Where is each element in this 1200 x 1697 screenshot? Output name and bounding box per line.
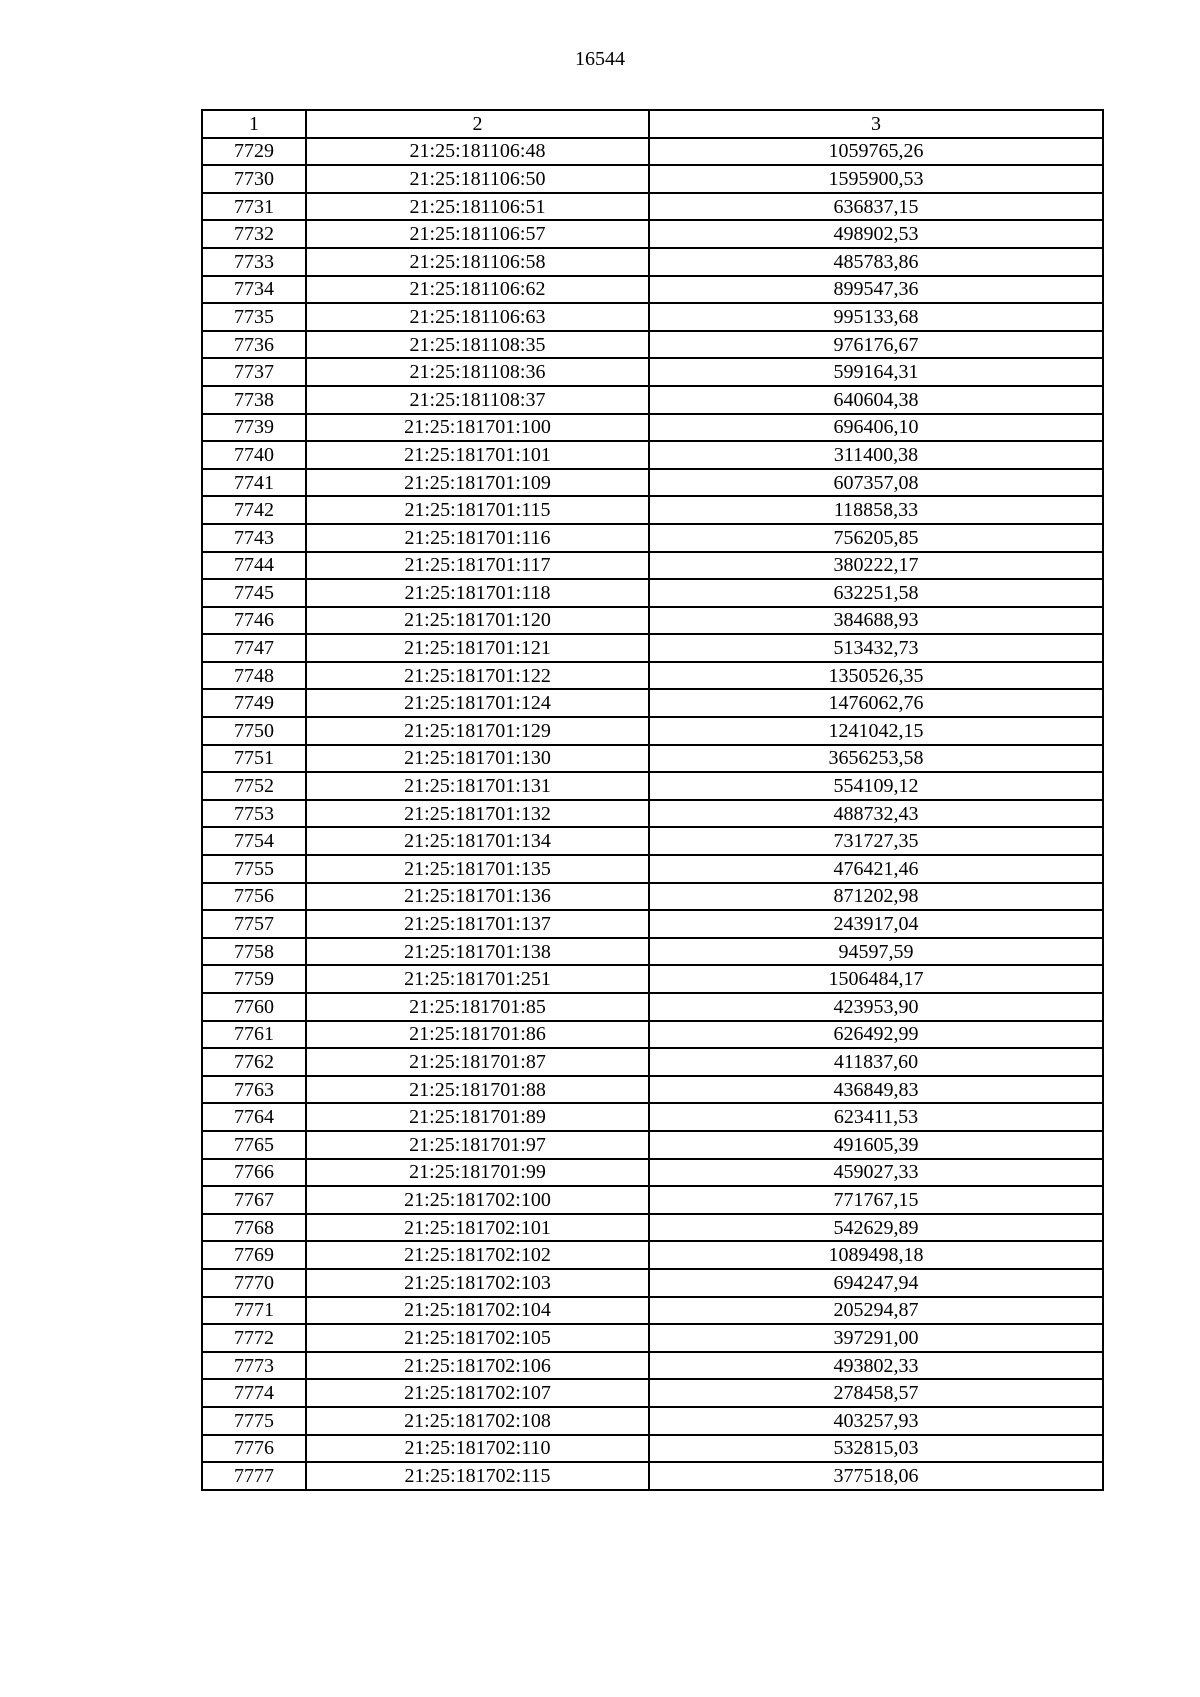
data-table <box>201 109 1104 1491</box>
table-row <box>202 1131 1103 1159</box>
table-cell-col1: 7738 <box>202 386 306 414</box>
table-cell-col1: 7759 <box>202 965 306 993</box>
table-cell-col1: 7753 <box>202 800 306 828</box>
table-row <box>202 496 1103 524</box>
table-cell-col2: 21:25:181701:86 <box>306 1021 649 1049</box>
table-cell-col2: 21:25:181108:35 <box>306 331 649 359</box>
table-row <box>202 800 1103 828</box>
table-cell-col2: 21:25:181702:103 <box>306 1269 649 1297</box>
table-row <box>202 524 1103 552</box>
table-cell-col3: 3656253,58 <box>649 745 1103 773</box>
table-cell-col1: 7737 <box>202 358 306 386</box>
table-cell-col2: 21:25:181701:129 <box>306 717 649 745</box>
table-cell-col3: 532815,03 <box>649 1435 1103 1463</box>
table-row <box>202 855 1103 883</box>
table-cell-col3: 403257,93 <box>649 1407 1103 1435</box>
table-cell-col3: 976176,67 <box>649 331 1103 359</box>
table-cell-col3: 488732,43 <box>649 800 1103 828</box>
table-cell-col3: 491605,39 <box>649 1131 1103 1159</box>
table-cell-col2: 21:25:181701:87 <box>306 1048 649 1076</box>
table-cell-col3: 756205,85 <box>649 524 1103 552</box>
table-cell-col2: 21:25:181702:101 <box>306 1214 649 1242</box>
table-cell-col1: 7742 <box>202 496 306 524</box>
table-cell-col2: 21:25:181701:122 <box>306 662 649 690</box>
table-cell-col1: 7750 <box>202 717 306 745</box>
column-header-3: 3 <box>649 110 1103 138</box>
table-cell-col1: 7747 <box>202 634 306 662</box>
table-cell-col2: 21:25:181701:134 <box>306 827 649 855</box>
table-cell-col2: 21:25:181106:50 <box>306 165 649 193</box>
table-cell-col3: 632251,58 <box>649 579 1103 607</box>
table-row <box>202 1048 1103 1076</box>
table-cell-col3: 899547,36 <box>649 276 1103 304</box>
table-cell-col2: 21:25:181702:106 <box>306 1352 649 1380</box>
table-cell-col1: 7736 <box>202 331 306 359</box>
table-row <box>202 1103 1103 1131</box>
table-row <box>202 689 1103 717</box>
table-cell-col1: 7770 <box>202 1269 306 1297</box>
table-cell-col3: 731727,35 <box>649 827 1103 855</box>
table-row <box>202 1435 1103 1463</box>
table-cell-col1: 7757 <box>202 910 306 938</box>
table-cell-col3: 554109,12 <box>649 772 1103 800</box>
table-row <box>202 1159 1103 1187</box>
table-row <box>202 1186 1103 1214</box>
table-header <box>202 110 1103 138</box>
table-cell-col3: 1059765,26 <box>649 138 1103 166</box>
table-row <box>202 193 1103 221</box>
table-row <box>202 138 1103 166</box>
table-row <box>202 883 1103 911</box>
table-row <box>202 745 1103 773</box>
table-row <box>202 1214 1103 1242</box>
table-cell-col1: 7769 <box>202 1241 306 1269</box>
table-cell-col1: 7732 <box>202 220 306 248</box>
table-cell-col3: 243917,04 <box>649 910 1103 938</box>
table-row <box>202 358 1103 386</box>
table-row <box>202 965 1103 993</box>
table-cell-col3: 94597,59 <box>649 938 1103 966</box>
table-cell-col3: 411837,60 <box>649 1048 1103 1076</box>
table-cell-col2: 21:25:181701:121 <box>306 634 649 662</box>
table-cell-col2: 21:25:181701:251 <box>306 965 649 993</box>
table-cell-col3: 118858,33 <box>649 496 1103 524</box>
table-row <box>202 938 1103 966</box>
table-cell-col1: 7731 <box>202 193 306 221</box>
table-cell-col1: 7760 <box>202 993 306 1021</box>
table-cell-col3: 459027,33 <box>649 1159 1103 1187</box>
table-cell-col3: 871202,98 <box>649 883 1103 911</box>
table-cell-col2: 21:25:181701:97 <box>306 1131 649 1159</box>
table-cell-col3: 485783,86 <box>649 248 1103 276</box>
table-cell-col1: 7749 <box>202 689 306 717</box>
table-cell-col1: 7755 <box>202 855 306 883</box>
table-row <box>202 1269 1103 1297</box>
table-row <box>202 1407 1103 1435</box>
table-cell-col1: 7748 <box>202 662 306 690</box>
table-row <box>202 993 1103 1021</box>
table-cell-col2: 21:25:181701:124 <box>306 689 649 717</box>
table-row <box>202 276 1103 304</box>
table-cell-col2: 21:25:181106:48 <box>306 138 649 166</box>
table-row <box>202 579 1103 607</box>
table-cell-col1: 7752 <box>202 772 306 800</box>
table-cell-col2: 21:25:181106:62 <box>306 276 649 304</box>
table-cell-col2: 21:25:181701:116 <box>306 524 649 552</box>
table-cell-col2: 21:25:181701:117 <box>306 552 649 580</box>
table-cell-col3: 1476062,76 <box>649 689 1103 717</box>
table-cell-col2: 21:25:181702:104 <box>306 1297 649 1325</box>
table-cell-col1: 7743 <box>202 524 306 552</box>
table-cell-col2: 21:25:181701:99 <box>306 1159 649 1187</box>
table-row <box>202 1379 1103 1407</box>
table-cell-col3: 384688,93 <box>649 607 1103 635</box>
table-cell-col2: 21:25:181702:108 <box>306 1407 649 1435</box>
table-cell-col3: 380222,17 <box>649 552 1103 580</box>
table-cell-col1: 7754 <box>202 827 306 855</box>
table-cell-col3: 696406,10 <box>649 414 1103 442</box>
table-cell-col3: 995133,68 <box>649 303 1103 331</box>
table-cell-col2: 21:25:181106:57 <box>306 220 649 248</box>
table-cell-col2: 21:25:181702:100 <box>306 1186 649 1214</box>
table-cell-col1: 7756 <box>202 883 306 911</box>
table-cell-col3: 623411,53 <box>649 1103 1103 1131</box>
table-cell-col3: 311400,38 <box>649 441 1103 469</box>
table-cell-col1: 7768 <box>202 1214 306 1242</box>
table-row <box>202 552 1103 580</box>
table-cell-col1: 7761 <box>202 1021 306 1049</box>
header-row <box>202 110 1103 138</box>
table-cell-col1: 7776 <box>202 1435 306 1463</box>
table-row <box>202 331 1103 359</box>
table-cell-col3: 607357,08 <box>649 469 1103 497</box>
table-row <box>202 1241 1103 1269</box>
table-cell-col3: 626492,99 <box>649 1021 1103 1049</box>
table-row <box>202 303 1103 331</box>
table-row <box>202 248 1103 276</box>
table-cell-col3: 1350526,35 <box>649 662 1103 690</box>
table-cell-col2: 21:25:181702:115 <box>306 1462 649 1490</box>
table-cell-col2: 21:25:181701:88 <box>306 1076 649 1104</box>
table-row <box>202 165 1103 193</box>
table-row <box>202 662 1103 690</box>
table-cell-col1: 7777 <box>202 1462 306 1490</box>
table-cell-col2: 21:25:181702:110 <box>306 1435 649 1463</box>
table-cell-col1: 7729 <box>202 138 306 166</box>
table-body <box>202 138 1103 1490</box>
table-cell-col3: 397291,00 <box>649 1324 1103 1352</box>
table-row <box>202 414 1103 442</box>
table-cell-col2: 21:25:181702:105 <box>306 1324 649 1352</box>
table-cell-col3: 423953,90 <box>649 993 1103 1021</box>
table-cell-col1: 7773 <box>202 1352 306 1380</box>
table-row <box>202 772 1103 800</box>
table-cell-col1: 7774 <box>202 1379 306 1407</box>
table-cell-col2: 21:25:181701:101 <box>306 441 649 469</box>
table-cell-col2: 21:25:181701:118 <box>306 579 649 607</box>
table-row <box>202 910 1103 938</box>
table-cell-col3: 694247,94 <box>649 1269 1103 1297</box>
table-cell-col2: 21:25:181701:137 <box>306 910 649 938</box>
table-cell-col2: 21:25:181108:36 <box>306 358 649 386</box>
table-cell-col1: 7739 <box>202 414 306 442</box>
table-cell-col2: 21:25:181106:63 <box>306 303 649 331</box>
table-cell-col2: 21:25:181702:107 <box>306 1379 649 1407</box>
table-cell-col2: 21:25:181108:37 <box>306 386 649 414</box>
table-cell-col3: 377518,06 <box>649 1462 1103 1490</box>
table-cell-col1: 7772 <box>202 1324 306 1352</box>
table-cell-col3: 1595900,53 <box>649 165 1103 193</box>
table-cell-col3: 771767,15 <box>649 1186 1103 1214</box>
table-cell-col1: 7771 <box>202 1297 306 1325</box>
table-cell-col2: 21:25:181701:85 <box>306 993 649 1021</box>
table-row <box>202 1462 1103 1490</box>
column-header-1: 1 <box>202 110 306 138</box>
table-row <box>202 469 1103 497</box>
table-cell-col1: 7744 <box>202 552 306 580</box>
table-cell-col2: 21:25:181701:138 <box>306 938 649 966</box>
table-cell-col2: 21:25:181701:100 <box>306 414 649 442</box>
table-cell-col1: 7762 <box>202 1048 306 1076</box>
table-cell-col1: 7745 <box>202 579 306 607</box>
table-cell-col1: 7746 <box>202 607 306 635</box>
table-cell-col1: 7730 <box>202 165 306 193</box>
table-cell-col2: 21:25:181701:120 <box>306 607 649 635</box>
table-cell-col3: 278458,57 <box>649 1379 1103 1407</box>
table-row <box>202 386 1103 414</box>
table-cell-col3: 498902,53 <box>649 220 1103 248</box>
table-cell-col2: 21:25:181701:130 <box>306 745 649 773</box>
table-cell-col2: 21:25:181106:58 <box>306 248 649 276</box>
table-cell-col3: 599164,31 <box>649 358 1103 386</box>
table-cell-col3: 640604,38 <box>649 386 1103 414</box>
table-row <box>202 717 1103 745</box>
table-cell-col1: 7765 <box>202 1131 306 1159</box>
table-cell-col1: 7741 <box>202 469 306 497</box>
table-cell-col3: 476421,46 <box>649 855 1103 883</box>
table-row <box>202 827 1103 855</box>
table-row <box>202 1076 1103 1104</box>
table-cell-col3: 436849,83 <box>649 1076 1103 1104</box>
table-row <box>202 634 1103 662</box>
table-cell-col1: 7733 <box>202 248 306 276</box>
table-cell-col2: 21:25:181701:136 <box>306 883 649 911</box>
table-cell-col1: 7767 <box>202 1186 306 1214</box>
table-cell-col2: 21:25:181701:135 <box>306 855 649 883</box>
table-cell-col2: 21:25:181106:51 <box>306 193 649 221</box>
table-cell-col3: 205294,87 <box>649 1297 1103 1325</box>
table-cell-col3: 1241042,15 <box>649 717 1103 745</box>
table-cell-col3: 513432,73 <box>649 634 1103 662</box>
table-cell-col2: 21:25:181701:132 <box>306 800 649 828</box>
table-cell-col3: 1506484,17 <box>649 965 1103 993</box>
table-row <box>202 1352 1103 1380</box>
table-cell-col1: 7734 <box>202 276 306 304</box>
table-cell-col3: 493802,33 <box>649 1352 1103 1380</box>
column-header-2: 2 <box>306 110 649 138</box>
table-cell-col3: 542629,89 <box>649 1214 1103 1242</box>
table-cell-col1: 7775 <box>202 1407 306 1435</box>
page-number: 16544 <box>575 48 625 70</box>
table-row <box>202 1021 1103 1049</box>
table-row <box>202 1324 1103 1352</box>
table-cell-col2: 21:25:181701:115 <box>306 496 649 524</box>
table-cell-col2: 21:25:181702:102 <box>306 1241 649 1269</box>
table-row <box>202 607 1103 635</box>
table-cell-col2: 21:25:181701:109 <box>306 469 649 497</box>
table-cell-col1: 7766 <box>202 1159 306 1187</box>
table-row <box>202 441 1103 469</box>
table-cell-col1: 7740 <box>202 441 306 469</box>
table-cell-col1: 7735 <box>202 303 306 331</box>
table-row <box>202 1297 1103 1325</box>
table-cell-col1: 7751 <box>202 745 306 773</box>
table-row <box>202 220 1103 248</box>
table-cell-col1: 7764 <box>202 1103 306 1131</box>
table-cell-col1: 7763 <box>202 1076 306 1104</box>
table-cell-col2: 21:25:181701:89 <box>306 1103 649 1131</box>
table-cell-col1: 7758 <box>202 938 306 966</box>
table-cell-col3: 636837,15 <box>649 193 1103 221</box>
table-cell-col2: 21:25:181701:131 <box>306 772 649 800</box>
table-cell-col3: 1089498,18 <box>649 1241 1103 1269</box>
